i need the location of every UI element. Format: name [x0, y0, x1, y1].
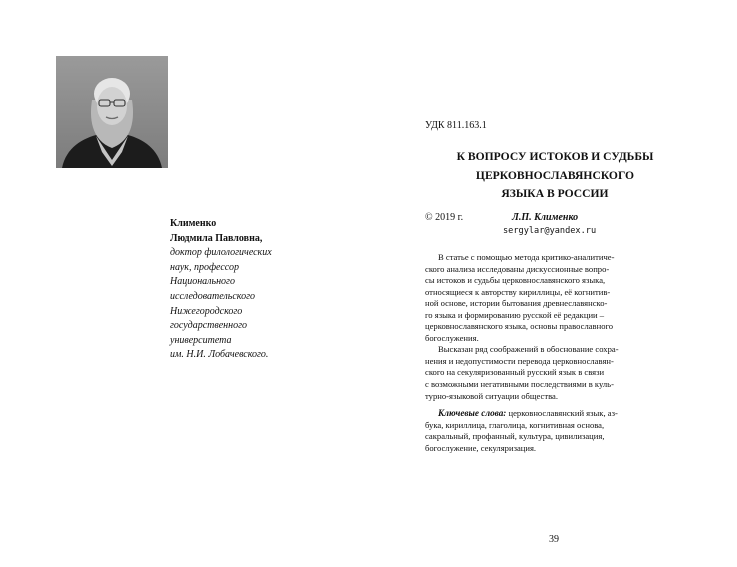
abstract-line: церковнославянского языка, основы православного	[425, 321, 614, 332]
abstract-line: нения и недопустимости перевода церковнославян-	[425, 355, 614, 366]
article-title-line: ЯЗЫКА В РОССИИ	[501, 187, 609, 200]
keywords-text: церковнославянский язык, аз-	[506, 408, 618, 419]
abstract-line: Высказан ряд соображений в обоснование сохра-	[438, 344, 619, 355]
copyright-notice: © 2019 г.	[425, 212, 464, 223]
author-portrait-photo	[56, 56, 168, 168]
author-surname: Клименко	[170, 218, 217, 229]
keywords-line: богослужение, секуляризация.	[425, 442, 537, 453]
author-given-names: Людмила Павловна,	[170, 232, 263, 244]
udk-code: УДК 811.163.1	[425, 120, 487, 131]
abstract-line: с возможными негативными последствиями в куль-	[425, 379, 614, 390]
author-credential-line: государственного	[170, 320, 248, 332]
abstract-line: ского на секуляризованный русский язык в связи	[425, 367, 605, 378]
author-email: sergylar@yandex.ru	[503, 226, 597, 236]
author-credential-line: наук, профессор	[170, 261, 239, 273]
abstract-line: В статье с помощью метода критико-аналитиче-	[438, 252, 615, 262]
abstract-paragraph	[425, 344, 683, 402]
abstract-line: ского анализа исследованы дискуссионные вопро-	[425, 263, 610, 274]
author-credential-line: исследовательского	[170, 290, 255, 302]
page-number: 39	[549, 534, 559, 545]
keywords-line	[425, 408, 683, 420]
abstract-line: относящиеся к авторству кириллицы, её когнитив-	[425, 286, 611, 297]
abstract-line: сы истоков и судьбы церковнославянского языка,	[425, 275, 606, 286]
article-title-line: ЦЕРКОВНОСЛАВЯНСКОГО	[475, 168, 635, 182]
author-credential-line: им. Н.И. Лобачевского.	[170, 349, 269, 361]
abstract-line: турно-языковой ситуации общества.	[425, 390, 558, 401]
abstract-line: го языка и формированию русской её редакции –	[425, 309, 605, 320]
abstract	[425, 252, 683, 454]
abstract-line: ной основе, истории бытования древнеславянско-	[425, 298, 608, 309]
author-credential-line: доктор филологических	[170, 247, 272, 259]
article-author: Л.П. Клименко	[512, 212, 579, 223]
keywords-paragraph	[425, 408, 683, 454]
keywords-line: сакральный, профанный, культура, цивилизация,	[425, 431, 605, 442]
keywords-label: Ключевые слова:	[438, 408, 507, 419]
keywords-line: бука, кириллица, глаголица, когнитивная основа,	[425, 419, 605, 430]
article-title-line: К ВОПРОСУ ИСТОКОВ И СУДЬБЫ	[456, 150, 654, 163]
author-info-block	[170, 217, 330, 363]
author-credential-line: Национального	[170, 276, 235, 288]
article-title	[410, 148, 700, 204]
author-credential-line: университета	[170, 334, 232, 346]
abstract-line: богослужения.	[425, 332, 479, 343]
author-credential-line: Нижегородского	[170, 305, 243, 317]
abstract-paragraph	[425, 252, 683, 344]
